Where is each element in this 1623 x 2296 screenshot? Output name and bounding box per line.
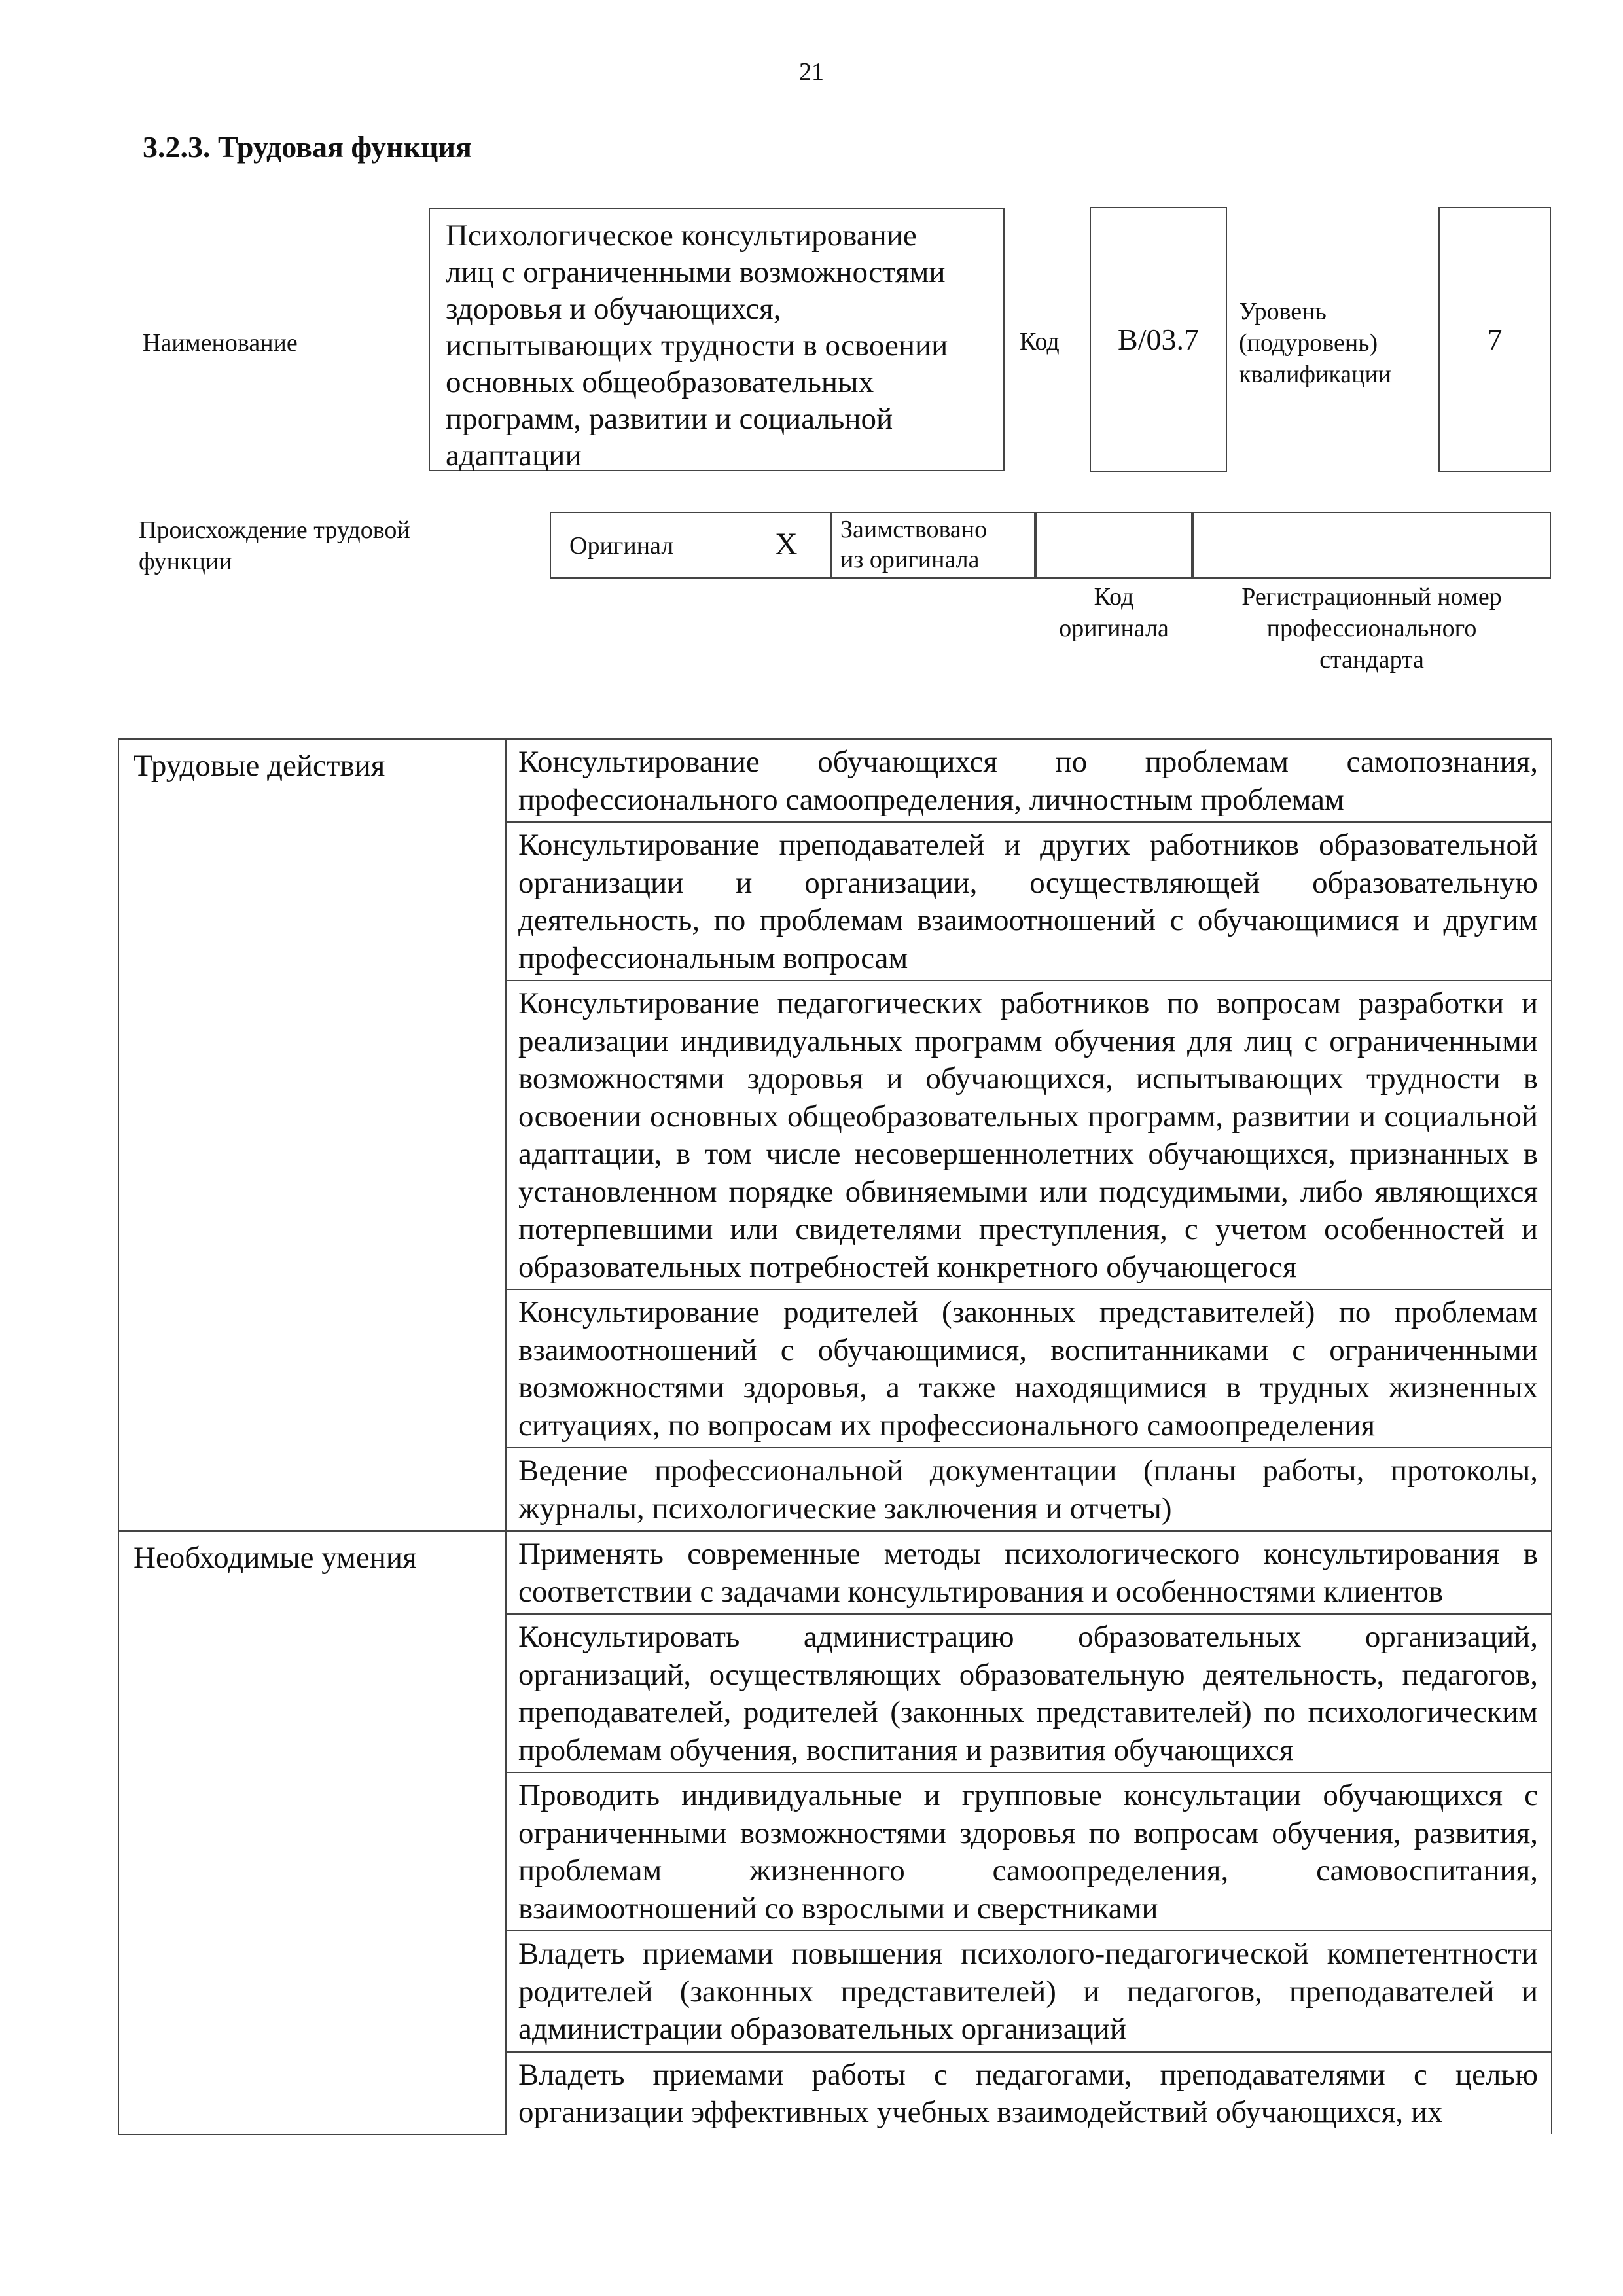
- table-row: [118, 1531, 1552, 1614]
- function-table: [118, 738, 1552, 2135]
- original-label: Оригинал: [569, 532, 674, 560]
- level-value-box: [1438, 207, 1551, 472]
- level-value: 7: [1487, 323, 1503, 356]
- section-heading: Необходимые умения: [118, 1531, 506, 2134]
- reg-caption-line: Регистрационный номер: [1241, 583, 1502, 611]
- table-cell: Консультирование преподавателей и других работников образовательной организации и организации, осуществляющей образовательную деятельность, по проблемам взаимоотношений с обучающимися и другим профессиональным вопросам: [506, 822, 1552, 980]
- function-name-line: Психологическое консультирование: [446, 219, 917, 253]
- function-name-line: программ, развитии и социальной: [446, 402, 893, 436]
- table-cell: Ведение профессиональной документации (планы работы, протоколы, журналы, психологические заключения и отчеты): [506, 1448, 1552, 1531]
- reg-caption-line: профессионального: [1266, 615, 1477, 642]
- borrowed-line: Заимствовано: [840, 516, 988, 543]
- code-caption-line: оригинала: [1059, 615, 1169, 642]
- borrowed-line: из оригинала: [840, 546, 980, 573]
- name-label: Наименование: [143, 329, 298, 357]
- borrowed-cell: [831, 512, 1035, 579]
- origin-label: [139, 514, 410, 577]
- origin-row: [550, 512, 1551, 579]
- function-name-line: основных общеобразовательных: [446, 365, 874, 399]
- original-cell: [550, 512, 831, 579]
- function-name-box: [429, 208, 1005, 471]
- origin-label-line: Происхождение трудовой: [139, 516, 410, 544]
- page-number: 21: [799, 58, 824, 86]
- level-label-line: квалификации: [1239, 361, 1392, 388]
- section-title: 3.2.3. Трудовая функция: [143, 130, 472, 164]
- original-mark: X: [775, 527, 798, 562]
- table-cell: Применять современные методы психологического консультирования в соответствии с задачами консультирования и особенностями клиентов: [506, 1531, 1552, 1614]
- code-value-box: [1090, 207, 1227, 472]
- function-name-line: лиц с ограниченными возможностями: [446, 255, 946, 289]
- original-code-cell: [1035, 512, 1192, 579]
- table-cell: Владеть приемами повышения психолого-педагогической компетентности родителей (законных представителей) и педагогов, преподавателей и администрации образовательных организаций: [506, 1931, 1552, 2052]
- table-row: [118, 739, 1552, 822]
- table-cell: Консультирование педагогических работников по вопросам разработки и реализации индивидуальных программ обучения для лиц с ограниченными возможностями здоровья и обучающихся, испытывающих трудности в освоении основных общеобразовательных программ, развитии и социальной адаптации, в том числе несовершеннолетних обучающихся, признанных в установленном порядке обвиняемыми или подсудимыми, либо являющихся потерпевшими или свидетелями преступления, с учетом особенностей и образовательных потребностей конкретного обучающегося: [506, 980, 1552, 1289]
- function-name-line: испытывающих трудности в освоении: [446, 329, 948, 363]
- table-cell: Консультировать администрацию образовательных организаций, организаций, осуществляющих образовательную деятельность, педагогов, преподавателей, родителей (законных представителей) по психологическим проблемам обучения, воспитания и развития обучающихся: [506, 1614, 1552, 1772]
- origin-label-line: функции: [139, 548, 232, 575]
- code-label: Код: [1020, 328, 1060, 355]
- level-label-line: Уровень: [1239, 298, 1327, 325]
- level-label-line: (подуровень): [1239, 329, 1378, 357]
- code-value: B/03.7: [1118, 323, 1199, 356]
- table-cell: Консультирование обучающихся по проблемам самопознания, профессионального самоопределения, личностным проблемам: [506, 739, 1552, 822]
- code-caption-line: Код: [1094, 583, 1134, 611]
- function-name-line: здоровья и обучающихся,: [446, 292, 781, 326]
- table-cell: Консультирование родителей (законных представителей) по проблемам взаимоотношений с обучающимися, воспитанниками с ограниченными возможностями здоровья, а также находящимися в трудных жизненных ситуациях, по вопросам их профессионального самоопределения: [506, 1289, 1552, 1448]
- table-cell: Проводить индивидуальные и групповые консультации обучающихся с ограниченными возможностями здоровья по вопросам обучения, развития, проблемам жизненного самоопределения, самовоспитания, взаимоотношений со взрослыми и сверстниками: [506, 1772, 1552, 1931]
- table-cell: Владеть приемами работы с педагогами, преподавателями с целью организации эффективных учебных взаимодействий обучающихся, их: [506, 2052, 1552, 2134]
- function-name-line: адаптации: [446, 439, 582, 473]
- reg-caption-line: стандарта: [1319, 646, 1424, 673]
- reg-caption: [1192, 581, 1551, 675]
- reg-number-cell: [1192, 512, 1551, 579]
- code-caption: [1035, 581, 1192, 644]
- section-heading: Трудовые действия: [118, 739, 506, 1531]
- level-label: [1239, 296, 1391, 390]
